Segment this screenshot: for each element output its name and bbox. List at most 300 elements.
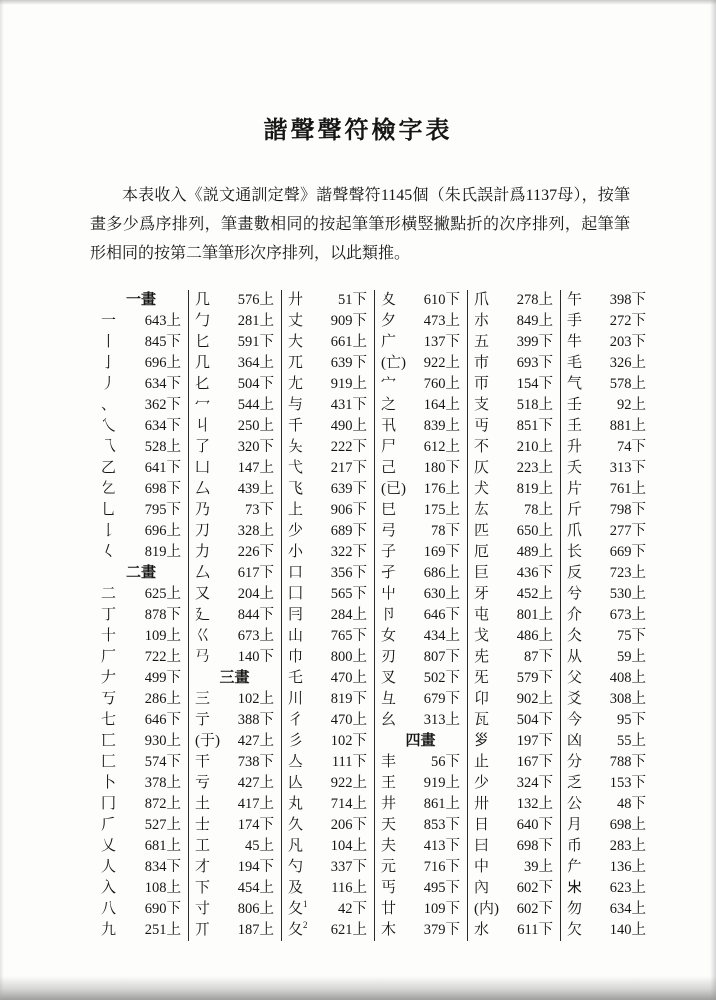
stroke-count-header: 四畫 xyxy=(405,733,436,749)
entry-character: 夂$^2$ xyxy=(288,920,308,938)
scan-edge-top xyxy=(0,0,716,5)
index-entry xyxy=(195,437,274,458)
entry-page-ref: 417上 xyxy=(237,796,274,812)
entry-page-ref: 801上 xyxy=(516,607,553,623)
index-entry xyxy=(288,290,367,311)
entry-page-ref: 164上 xyxy=(423,397,460,413)
entry-page-ref: 74下 xyxy=(617,439,646,455)
index-entry xyxy=(381,857,460,878)
entry-page-ref: 111下 xyxy=(331,754,367,770)
entry-character: 手 xyxy=(567,313,583,329)
entry-page-ref: 281上 xyxy=(237,313,274,329)
index-entry xyxy=(101,458,181,479)
stroke-count-header: 二畫 xyxy=(125,565,156,581)
entry-page-ref: 650上 xyxy=(516,523,553,539)
index-entry xyxy=(474,416,553,437)
entry-character: 、 xyxy=(101,397,117,413)
index-entry xyxy=(195,689,274,710)
entry-character: 子 xyxy=(381,544,397,560)
index-entry xyxy=(288,437,367,458)
entry-character: 片 xyxy=(567,481,583,497)
entry-page-ref: 698上 xyxy=(609,817,646,833)
entry-character: 孑 xyxy=(381,565,397,581)
entry-page-ref: 527上 xyxy=(144,817,181,833)
index-entry xyxy=(474,836,553,857)
index-entry xyxy=(567,815,646,836)
index-entry xyxy=(567,878,646,899)
index-entry xyxy=(195,878,274,899)
index-entry xyxy=(474,584,553,605)
entry-page-ref: 169下 xyxy=(423,544,460,560)
index-entry xyxy=(381,689,460,710)
index-entry xyxy=(567,899,646,920)
entry-page-ref: 640下 xyxy=(516,817,553,833)
entry-character: 𠂆 xyxy=(101,817,117,833)
entry-page-ref: 902上 xyxy=(516,691,553,707)
entry-page-ref: 286上 xyxy=(144,691,181,707)
entry-page-ref: 55上 xyxy=(617,733,646,749)
index-entry xyxy=(195,920,274,941)
entry-page-ref: 919上 xyxy=(423,775,460,791)
entry-page-ref: 872上 xyxy=(144,796,181,812)
entry-character: 从 xyxy=(567,649,583,665)
entry-page-ref: 109下 xyxy=(423,901,460,917)
entry-page-ref: 643上 xyxy=(144,313,181,329)
entry-homograph-number: 1 xyxy=(303,899,308,909)
index-entry xyxy=(101,311,181,332)
entry-character: 冖 xyxy=(195,397,211,413)
entry-page-ref: 612上 xyxy=(423,439,460,455)
entry-character: 廾 xyxy=(288,292,304,308)
entry-page-ref: 104上 xyxy=(330,838,367,854)
entry-page-ref: 530上 xyxy=(609,586,646,602)
entry-character: 冃 xyxy=(288,607,304,623)
index-entry xyxy=(567,773,646,794)
entry-character: 几 xyxy=(195,355,211,371)
entry-page-ref: 313下 xyxy=(609,460,646,476)
entry-character: 几 xyxy=(195,292,211,308)
entry-page-ref: 795下 xyxy=(144,502,181,518)
entry-page-ref: 210上 xyxy=(516,439,553,455)
index-entry xyxy=(474,731,553,752)
entry-page-ref: 473上 xyxy=(423,313,460,329)
index-entry xyxy=(288,815,367,836)
index-entry xyxy=(474,626,553,647)
entry-character: 牙 xyxy=(474,586,490,602)
entry-character: 朩 xyxy=(474,313,490,329)
entry-page-ref: 930上 xyxy=(144,733,181,749)
entry-character: 勺 xyxy=(288,859,304,875)
entry-character: 弋 xyxy=(288,460,304,476)
entry-page-ref: 356下 xyxy=(330,565,367,581)
entry-character: 元 xyxy=(381,859,397,875)
entry-character: 卬 xyxy=(474,691,490,707)
entry-character: 仌 xyxy=(567,628,583,644)
entry-character: 久 xyxy=(288,817,304,833)
index-entry xyxy=(101,815,181,836)
entry-character: 夫 xyxy=(381,838,397,854)
entry-character: 了 xyxy=(195,439,211,455)
index-entry xyxy=(381,794,460,815)
entry-character: 午 xyxy=(567,292,583,308)
entry-character: 千 xyxy=(288,418,304,434)
entry-character: 彑 xyxy=(381,691,397,707)
entry-character: 凡 xyxy=(288,838,304,854)
index-entry xyxy=(567,731,646,752)
index-entry xyxy=(381,584,460,605)
entry-character: 刀 xyxy=(195,523,211,539)
entry-character: 木 xyxy=(381,922,397,938)
entry-page-ref: 454上 xyxy=(237,880,274,896)
entry-page-ref: 399下 xyxy=(516,334,553,350)
entry-character: 匕 xyxy=(195,334,211,350)
entry-character: 爪 xyxy=(567,523,583,539)
intro-paragraph: 本表收入《説文通訓定聲》諧聲聲符1145個（朱氏誤計爲1137母），按筆畫多少爲序排列，筆畫數相同的按起筆筆形橫竪撇點折的次序排列，起筆筆形相同的按第二筆筆形次序排列，以此類推。 xyxy=(90,187,630,262)
entry-page-ref: 661上 xyxy=(330,334,367,350)
entry-page-ref: 761上 xyxy=(609,481,646,497)
index-entry xyxy=(381,773,460,794)
index-table xyxy=(95,290,653,941)
index-entry xyxy=(381,290,460,311)
table-column xyxy=(467,290,560,941)
entry-page-ref: 204上 xyxy=(237,586,274,602)
entry-character: 幺 xyxy=(381,712,397,728)
index-entry xyxy=(288,458,367,479)
index-entry xyxy=(288,899,367,920)
entry-character: 王 xyxy=(381,775,397,791)
entry-character: 少 xyxy=(288,523,304,539)
entry-page-ref: 322下 xyxy=(330,544,367,560)
entry-page-ref: 197下 xyxy=(516,733,553,749)
entry-page-ref: 723上 xyxy=(609,565,646,581)
entry-page-ref: 154下 xyxy=(516,376,553,392)
index-entry xyxy=(474,710,553,731)
entry-page-ref: 611下 xyxy=(517,922,553,938)
entry-page-ref: 610下 xyxy=(423,292,460,308)
entry-character: 之 xyxy=(381,397,397,413)
stroke-count-header: 三畫 xyxy=(219,670,250,686)
entry-page-ref: 679下 xyxy=(423,691,460,707)
entry-page-ref: 634下 xyxy=(144,376,181,392)
index-entry xyxy=(101,920,181,941)
entry-character: 五 xyxy=(474,334,490,350)
entry-character: 牛 xyxy=(567,334,583,350)
index-entry xyxy=(381,626,460,647)
index-entry xyxy=(381,311,460,332)
index-entry xyxy=(474,332,553,353)
entry-page-ref: 175上 xyxy=(423,502,460,518)
entry-character: 壬 xyxy=(567,397,583,413)
index-entry xyxy=(101,899,181,920)
entry-character: 屯 xyxy=(474,607,490,623)
entry-character: 及 xyxy=(288,880,304,896)
index-entry xyxy=(474,815,553,836)
entry-character: 毛 xyxy=(567,355,583,371)
index-entry xyxy=(195,311,274,332)
entry-page-ref: 102上 xyxy=(237,691,274,707)
entry-character: 三 xyxy=(195,691,211,707)
index-entry xyxy=(381,920,460,941)
entry-character: 勿 xyxy=(567,901,583,917)
index-entry xyxy=(474,395,553,416)
entry-character: 止 xyxy=(474,754,490,770)
entry-page-ref: 250上 xyxy=(237,418,274,434)
entry-page-ref: 851下 xyxy=(516,418,553,434)
entry-character: 廿 xyxy=(381,901,397,917)
entry-character: 宀 xyxy=(381,376,397,392)
entry-character: 夊 xyxy=(381,292,397,308)
entry-page-ref: 42下 xyxy=(338,901,367,917)
entry-page-ref: 698下 xyxy=(144,481,181,497)
entry-character: 下 xyxy=(195,880,211,896)
entry-character: 曰 xyxy=(474,838,490,854)
entry-page-ref: 167下 xyxy=(516,754,553,770)
entry-character: 反 xyxy=(567,565,583,581)
entry-character: 叉 xyxy=(381,670,397,686)
index-entry xyxy=(288,416,367,437)
index-entry xyxy=(567,311,646,332)
index-entry xyxy=(474,689,553,710)
index-entry xyxy=(474,290,553,311)
index-entry xyxy=(288,710,367,731)
index-entry xyxy=(101,542,181,563)
entry-page-ref: 140下 xyxy=(237,649,274,665)
index-entry xyxy=(195,605,274,626)
index-entry xyxy=(474,542,553,563)
entry-page-ref: 283上 xyxy=(609,838,646,854)
entry-page-ref: 909下 xyxy=(330,313,367,329)
index-entry xyxy=(288,605,367,626)
entry-page-ref: 798下 xyxy=(609,502,646,518)
index-entry xyxy=(101,647,181,668)
index-entry xyxy=(288,584,367,605)
index-entry xyxy=(195,899,274,920)
entry-character: 长 xyxy=(567,544,583,560)
index-entry xyxy=(381,878,460,899)
entry-page-ref: 490上 xyxy=(330,418,367,434)
index-entry xyxy=(288,500,367,521)
index-entry xyxy=(567,689,646,710)
entry-page-ref: 639下 xyxy=(330,355,367,371)
entry-character: 亏 xyxy=(195,775,211,791)
index-entry xyxy=(474,794,553,815)
entry-character: 小 xyxy=(288,544,304,560)
index-entry xyxy=(381,374,460,395)
index-entry xyxy=(195,710,274,731)
entry-page-ref: 140上 xyxy=(609,922,646,938)
index-entry xyxy=(288,836,367,857)
entry-page-ref: 75下 xyxy=(617,628,646,644)
index-entry xyxy=(288,878,367,899)
entry-page-ref: 398下 xyxy=(609,292,646,308)
entry-character: 大 xyxy=(288,334,304,350)
entry-page-ref: 807下 xyxy=(423,649,460,665)
index-entry xyxy=(381,500,460,521)
entry-page-ref: 630上 xyxy=(423,586,460,602)
entry-character: 厄 xyxy=(474,544,490,560)
entry-character: 尸 xyxy=(381,439,397,455)
entry-character: 日 xyxy=(474,817,490,833)
entry-character: 丏 xyxy=(474,418,490,434)
index-entry xyxy=(381,752,460,773)
entry-page-ref: 137下 xyxy=(423,334,460,350)
entry-character: 𣎵 xyxy=(567,880,583,896)
index-entry xyxy=(195,857,274,878)
index-entry xyxy=(474,563,553,584)
entry-page-ref: 504下 xyxy=(516,712,553,728)
entry-page-ref: 180下 xyxy=(423,460,460,476)
entry-page-ref: 602下 xyxy=(516,880,553,896)
entry-page-ref: 277下 xyxy=(609,523,646,539)
entry-page-ref: 132上 xyxy=(516,796,553,812)
entry-character: 凵 xyxy=(195,460,211,476)
index-entry xyxy=(474,500,553,521)
entry-character: 工 xyxy=(195,838,211,854)
index-entry xyxy=(101,836,181,857)
index-entry xyxy=(567,395,646,416)
entry-character: 卜 xyxy=(101,775,117,791)
index-entry xyxy=(288,773,367,794)
entry-character: 厷 xyxy=(474,502,490,518)
index-entry xyxy=(101,794,181,815)
index-entry xyxy=(101,668,181,689)
index-entry xyxy=(195,332,274,353)
entry-character: 乏 xyxy=(567,775,583,791)
index-entry xyxy=(474,374,553,395)
index-entry xyxy=(381,563,460,584)
entry-character: 月 xyxy=(567,817,583,833)
entry-character: 𠄌 xyxy=(101,523,117,539)
entry-page-ref: 92上 xyxy=(617,397,646,413)
table-column xyxy=(281,290,374,941)
index-entry xyxy=(288,563,367,584)
entry-page-ref: 226下 xyxy=(237,544,274,560)
entry-character: 厃 xyxy=(567,859,583,875)
entry-character: 少 xyxy=(474,775,490,791)
entry-page-ref: 147上 xyxy=(237,460,274,476)
entry-page-ref: 844下 xyxy=(237,607,274,623)
entry-page-ref: 78下 xyxy=(431,523,460,539)
entry-character: 匸 xyxy=(101,733,117,749)
entry-page-ref: 623上 xyxy=(609,880,646,896)
scan-edge-bottom xyxy=(0,976,716,1000)
index-entry xyxy=(381,479,460,500)
index-entry xyxy=(195,458,274,479)
entry-character: 瓦 xyxy=(474,712,490,728)
table-column xyxy=(560,290,653,941)
entry-page-ref: 116上 xyxy=(331,880,367,896)
entry-page-ref: 427上 xyxy=(237,733,274,749)
index-entry xyxy=(381,668,460,689)
entry-character: 丐 xyxy=(381,880,397,896)
index-entry xyxy=(101,689,181,710)
index-entry xyxy=(288,794,367,815)
entry-page-ref: 576上 xyxy=(237,292,274,308)
index-entry xyxy=(381,710,460,731)
index-entry xyxy=(288,857,367,878)
entry-page-ref: 51下 xyxy=(338,292,367,308)
index-entry xyxy=(474,920,553,941)
entry-page-ref: 673上 xyxy=(237,628,274,644)
index-entry xyxy=(101,605,181,626)
entry-character: 丸 xyxy=(288,796,304,812)
index-entry xyxy=(567,794,646,815)
entry-page-ref: 470上 xyxy=(330,712,367,728)
entry-character: 与 xyxy=(288,397,304,413)
entry-page-ref: 431下 xyxy=(330,397,367,413)
entry-character: 才 xyxy=(195,859,211,875)
entry-character: 厶 xyxy=(195,481,211,497)
index-entry xyxy=(381,458,460,479)
entry-character: (于) xyxy=(195,733,220,749)
index-entry xyxy=(474,752,553,773)
entry-character: (内) xyxy=(474,901,499,917)
entry-character: 乃 xyxy=(195,502,211,518)
index-entry xyxy=(381,416,460,437)
entry-page-ref: 108上 xyxy=(144,880,181,896)
entry-page-ref: 337下 xyxy=(330,859,367,875)
index-entry xyxy=(195,773,274,794)
entry-character: 巳 xyxy=(381,502,397,518)
entry-character: (亡) xyxy=(381,355,406,371)
entry-character: 旡 xyxy=(474,670,490,686)
entry-page-ref: 544上 xyxy=(237,397,274,413)
scan-edge-left xyxy=(0,0,4,1000)
index-entry xyxy=(474,479,553,500)
entry-page-ref: 738下 xyxy=(237,754,274,770)
entry-character: 丿 xyxy=(101,376,117,392)
entry-character: 帀 xyxy=(474,376,490,392)
entry-character: 匹 xyxy=(474,523,490,539)
entry-character: 厶 xyxy=(195,565,211,581)
entry-page-ref: 621上 xyxy=(330,922,367,938)
entry-character: 巾 xyxy=(288,649,304,665)
entry-character: 𠂇 xyxy=(101,670,117,686)
index-entry xyxy=(101,332,181,353)
entry-page-ref: 223上 xyxy=(516,460,553,476)
entry-character: 彡 xyxy=(288,733,304,749)
index-entry xyxy=(101,437,181,458)
index-entry xyxy=(195,752,274,773)
index-entry xyxy=(474,647,553,668)
entry-character: 乁 xyxy=(101,439,117,455)
entry-page-ref: 722上 xyxy=(144,649,181,665)
entry-character: 兮 xyxy=(567,586,583,602)
entry-page-ref: 853下 xyxy=(423,817,460,833)
index-entry xyxy=(567,710,646,731)
index-entry xyxy=(195,374,274,395)
entry-page-ref: 284上 xyxy=(330,607,367,623)
index-entry xyxy=(195,290,274,311)
entry-character: 人 xyxy=(101,859,117,875)
index-entry xyxy=(474,857,553,878)
entry-character: 飞 xyxy=(288,481,304,497)
entry-character: 水 xyxy=(474,922,490,938)
entry-page-ref: 326上 xyxy=(609,355,646,371)
entry-character: 一 xyxy=(101,313,117,329)
entry-page-ref: 696上 xyxy=(144,523,181,539)
index-entry xyxy=(474,878,553,899)
entry-page-ref: 617下 xyxy=(237,565,274,581)
entry-page-ref: 625上 xyxy=(144,586,181,602)
index-entry xyxy=(567,584,646,605)
entry-character: 兀 xyxy=(288,355,304,371)
index-entry xyxy=(195,584,274,605)
index-entry xyxy=(195,647,274,668)
entry-character: 夨 xyxy=(288,439,304,455)
entry-page-ref: 48下 xyxy=(617,796,646,812)
index-entry xyxy=(567,647,646,668)
